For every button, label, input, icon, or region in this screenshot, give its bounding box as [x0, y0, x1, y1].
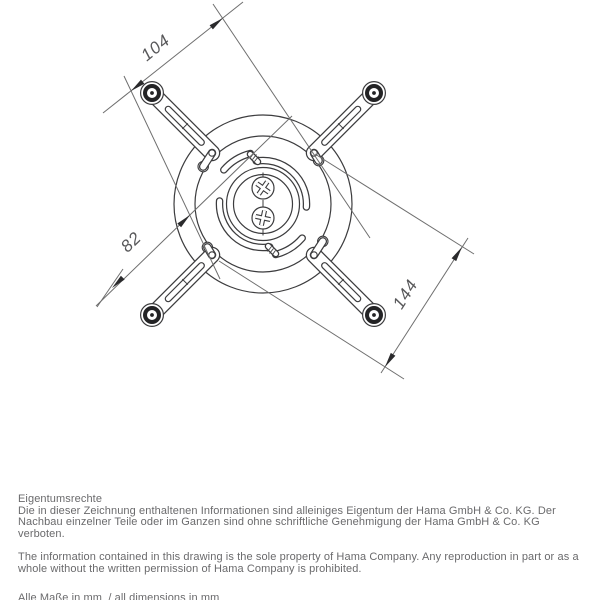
dimension-82-label: 82: [117, 227, 146, 257]
screw-top: [252, 177, 274, 199]
dimension-104-label: 104: [137, 30, 174, 65]
footer-en-line1: The information contained in this drawing is the sole property of Hama Company. Any reproduction in part or as a: [18, 551, 579, 563]
screw-bottom: [252, 207, 274, 229]
footer-de-line1: Die in dieser Zeichnung enthaltenen Informationen sind alleiniges Eigentum der Hama GmbH & Co. KG. Der: [18, 504, 556, 517]
arrowhead-icon: [210, 18, 223, 29]
footer-de-line2: Nachbau einzelner Teile oder im Ganzen sind ohne schriftliche Genehmigung der Hama GmbH & Co. KG verboten.: [18, 516, 540, 540]
footer-note-de: [18, 494, 588, 540]
footer-note-en: [18, 552, 588, 575]
dimension-144-label: 144: [388, 275, 422, 313]
extension-line-right: [315, 154, 474, 254]
arrowhead-icon: [385, 353, 395, 367]
footer-en-line2: whole without the written permission of Hama Company is prohibited.: [18, 562, 362, 575]
arrowhead-icon: [452, 247, 462, 261]
hatched-cap-bottom: [268, 246, 276, 254]
footer-notes: [18, 494, 588, 600]
footer-de-title: Eigentumsrechte: [18, 493, 103, 505]
dimension-144: [381, 238, 468, 373]
units-note: Alle Maße in mm / all dimensions in mm: [18, 592, 220, 600]
dimension-104: [103, 2, 243, 113]
